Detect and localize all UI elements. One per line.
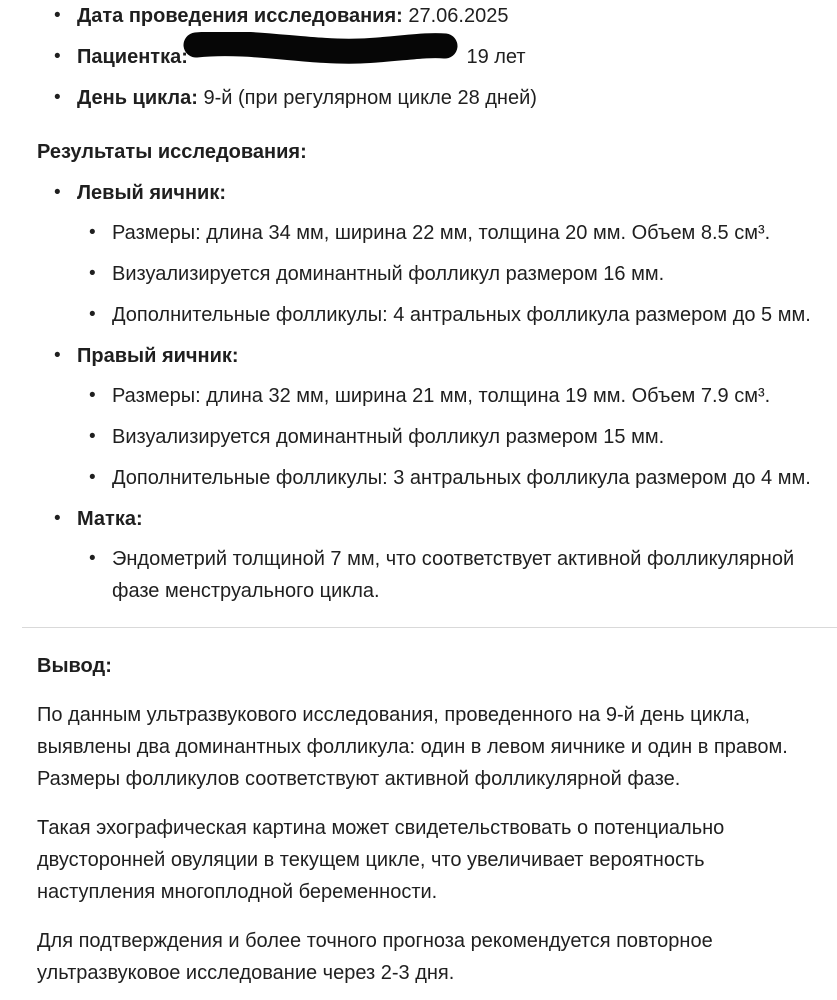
patient-info-item-cycle-day (77, 82, 815, 114)
field-value: 27.06.2025 (408, 5, 509, 27)
field-label: День цикла: (77, 87, 198, 109)
results-list (37, 177, 815, 607)
field-value: 19 лет (466, 46, 526, 68)
finding-item: • Визуализируется доминантный фолликул размером 15 мм. (112, 421, 815, 453)
finding-item: • Размеры: длина 32 мм, ширина 21 мм, толщина 19 мм. Объем 7.9 см³. (112, 380, 815, 412)
finding-item: • Размеры: длина 34 мм, ширина 22 мм, толщина 20 мм. Объем 8.5 см³. (112, 217, 815, 249)
section-title: Правый яичник: (77, 345, 239, 367)
conclusion-paragraph: Для подтверждения и более точного прогноза рекомендуется повторное ультразвуковое исследование через 2-3 дня. (37, 930, 713, 984)
redaction-scribble (182, 32, 459, 76)
patient-info-item-date (77, 0, 815, 32)
section-right-ovary (77, 340, 815, 494)
field-label: Дата проведения исследования: (77, 5, 403, 27)
section-divider (22, 627, 837, 628)
conclusion-paragraph: Такая эхографическая картина может свидетельствовать о потенциально двусторонней овуляции в текущем цикле, что увеличивает вероятность наступления многоплодной беременности. (37, 817, 725, 903)
finding-item: • Эндометрий толщиной 7 мм, что соответствует активной фолликулярной фазе менструального цикла. (112, 543, 815, 607)
findings-list-left-ovary (77, 217, 815, 331)
finding-item: • Дополнительные фолликулы: 4 антральных фолликула размером до 5 мм. (112, 299, 815, 331)
conclusion-heading: Вывод: (37, 655, 112, 677)
finding-item: • Визуализируется доминантный фолликул размером 16 мм. (112, 258, 815, 290)
findings-list-uterus (77, 543, 815, 607)
field-label: Пациентка: (77, 46, 188, 68)
field-value: 9-й (при регулярном цикле 28 дней) (203, 87, 537, 109)
section-title: Матка: (77, 508, 143, 530)
section-title: Левый яичник: (77, 182, 227, 204)
section-uterus (77, 503, 815, 607)
section-left-ovary (77, 177, 815, 331)
finding-item: • Дополнительные фолликулы: 3 антральных фолликула размером до 4 мм. (112, 462, 815, 494)
patient-info-list (37, 0, 815, 114)
conclusion-paragraph: По данным ультразвукового исследования, проведенного на 9-й день цикла, выявлены два доминантных фолликула: один в левом яичнике и один в правом. Размеры фолликулов соответствуют активной фолликулярной фазе. (37, 704, 788, 790)
results-heading: Результаты исследования: (37, 141, 307, 163)
findings-list-right-ovary (77, 380, 815, 494)
patient-info-item-patient (77, 41, 815, 73)
